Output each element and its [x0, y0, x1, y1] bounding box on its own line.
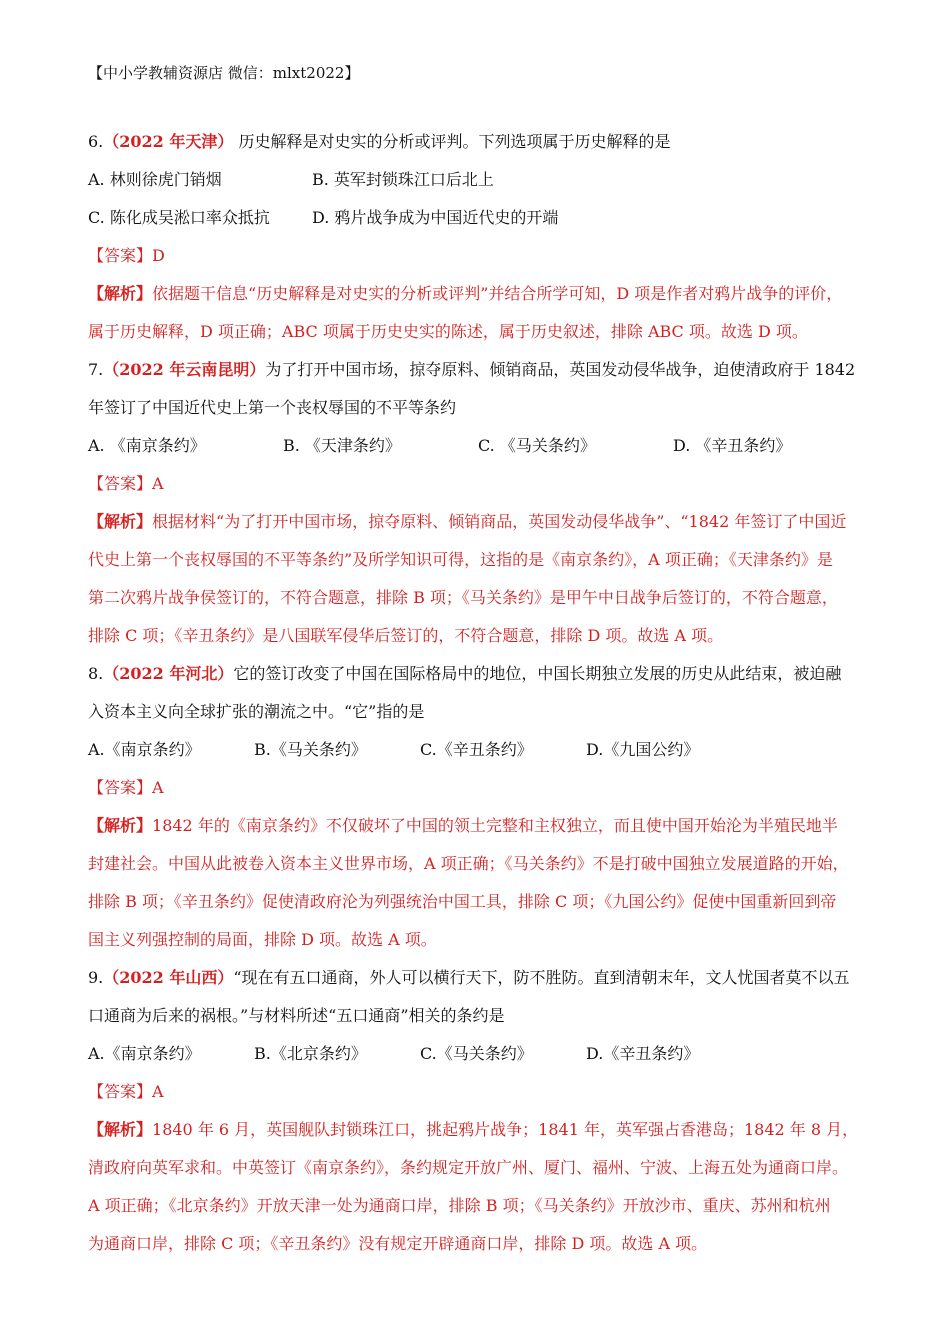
analysis-label: 【解析】 — [88, 1120, 153, 1139]
option-d: D.《九国公约》 — [586, 740, 700, 759]
document-page — [88, 62, 868, 1263]
analysis-label: 【解析】 — [88, 816, 153, 835]
analysis-line: 代史上第一个丧权辱国的不平等条约”及所学知识可得，这指的是《南京条约》，A 项正确；《天津条约》是 — [88, 550, 833, 569]
stem-line: “现在有五口通商，外人可以横行天下，防不胜防。直到清朝末年，文人忧国者莫不以五 — [233, 968, 850, 987]
answer — [88, 237, 868, 275]
question-number: 8. — [88, 664, 104, 683]
question-source: （2022 年云南昆明） — [103, 360, 266, 379]
question-stem — [88, 123, 868, 161]
question-6 — [88, 123, 868, 351]
answer — [88, 769, 868, 807]
option-c: C.《辛丑条约》 — [420, 740, 533, 759]
question-stem — [88, 351, 868, 427]
option-c: C. 陈化成吴淞口率众抵抗 — [88, 208, 270, 227]
options-row — [88, 199, 868, 237]
option-d: D. 《辛丑条约》 — [673, 436, 792, 455]
analysis — [88, 1111, 868, 1263]
analysis-label: 【解析】 — [88, 512, 153, 531]
analysis-line: 第二次鸦片战争侯签订的，不符合题意，排除 B 项；《马关条约》是甲午中日战争后签订的，不符合题意， — [88, 588, 838, 607]
analysis — [88, 807, 868, 959]
analysis-line: 排除 B 项；《辛丑条约》促使清政府沦为列强统治中国工具，排除 C 项；《九国公约》促使中国重新回到帝 — [88, 892, 837, 911]
option-a: A.《南京条约》 — [88, 1044, 201, 1063]
option-a: A. 《南京条约》 — [88, 436, 206, 455]
analysis-line: 排除 C 项；《辛丑条约》是八国联军侵华后签订的，不符合题意，排除 D 项。故选 A 项。 — [88, 626, 724, 645]
option-a: A.《南京条约》 — [88, 740, 201, 759]
question-number: 6. — [88, 132, 104, 151]
stem-line: 年签订了中国近代史上第一个丧权辱国的不平等条约 — [88, 398, 457, 417]
question-number: 9. — [88, 968, 104, 987]
option-c: C. 《马关条约》 — [478, 436, 596, 455]
question-9 — [88, 959, 868, 1263]
question-source: （2022 年天津） — [103, 132, 234, 151]
analysis-label: 【解析】 — [88, 284, 153, 303]
option-b: B. 英军封锁珠江口后北上 — [312, 170, 494, 189]
option-b: B. 《天津条约》 — [283, 436, 401, 455]
question-number: 7. — [88, 360, 104, 379]
answer-value: A — [152, 778, 164, 797]
options-row — [88, 1035, 868, 1073]
stem-line: 它的签订改变了中国在国际格局中的地位，中国长期独立发展的历史从此结束，被迫融 — [233, 664, 842, 683]
option-a: A. 林则徐虎门销烟 — [88, 170, 222, 189]
stem-line: 入资本主义向全球扩张的潮流之中。“它”指的是 — [88, 702, 425, 721]
answer-value: A — [152, 1082, 164, 1101]
question-stem — [88, 959, 868, 1035]
answer — [88, 1073, 868, 1111]
options-row — [88, 161, 868, 199]
answer-value: D — [152, 246, 165, 265]
stem-line: 为了打开中国市场，掠夺原料、倾销商品，英国发动侵华战争，迫使清政府于 1842 — [265, 360, 856, 379]
option-c: C.《马关条约》 — [420, 1044, 533, 1063]
question-source: （2022 年山西） — [103, 968, 234, 987]
answer-label: 【答案】 — [88, 474, 153, 493]
analysis-line: 为通商口岸，排除 C 项；《辛丑条约》没有规定开辟通商口岸，排除 D 项。故选 A 项。 — [88, 1234, 708, 1253]
analysis-line: 清政府向英军求和。中英签订《南京条约》，条约规定开放广州、厦门、福州、宁波、上海五处为通商口岸。 — [88, 1158, 849, 1177]
answer — [88, 465, 868, 503]
analysis — [88, 275, 868, 351]
analysis-line: 属于历史解释，D 项正确；ABC 项属于历史史实的陈述，属于历史叙述，排除 ABC 项。故选 D 项。 — [88, 322, 808, 341]
options-row — [88, 427, 868, 465]
analysis-line: 1840 年 6 月，英国舰队封锁珠江口，挑起鸦片战争；1841 年，英军强占香港岛；1842 年 8 月， — [152, 1120, 859, 1139]
analysis-line: A 项正确；《北京条约》开放天津一处为通商口岸，排除 B 项；《马关条约》开放沙市、重庆、苏州和杭州 — [88, 1196, 831, 1215]
option-d: D.《辛丑条约》 — [586, 1044, 700, 1063]
answer-value: A — [152, 474, 164, 493]
question-stem — [88, 655, 868, 731]
option-b: B.《北京条约》 — [254, 1044, 367, 1063]
analysis-line: 封建社会。中国从此被卷入资本主义世界市场，A 项正确；《马关条约》不是打破中国独立发展道路的开始， — [88, 854, 849, 873]
stem-line: 历史解释是对史实的分析或评判。下列选项属于历史解释的是 — [233, 132, 671, 151]
analysis-line: 国主义列强控制的局面，排除 D 项。故选 A 项。 — [88, 930, 437, 949]
analysis-line: 依据题干信息“历史解释是对史实的分析或评判”并结合所学可知，D 项是作者对鸦片战争的评价， — [152, 284, 843, 303]
header-note: 【中小学教辅资源店 微信：mlxt2022】 — [88, 64, 360, 82]
question-8 — [88, 655, 868, 959]
stem-line: 口通商为后来的祸根。”与材料所述“五口通商”相关的条约是 — [88, 1006, 505, 1025]
options-row — [88, 731, 868, 769]
option-d: D. 鸦片战争成为中国近代史的开端 — [312, 208, 559, 227]
answer-label: 【答案】 — [88, 778, 153, 797]
analysis-line: 1842 年的《南京条约》不仅破坏了中国的领土完整和主权独立，而且使中国开始沦为半殖民地半 — [152, 816, 838, 835]
option-b: B.《马关条约》 — [254, 740, 367, 759]
answer-label: 【答案】 — [88, 1082, 153, 1101]
answer-label: 【答案】 — [88, 246, 153, 265]
question-source: （2022 年河北） — [103, 664, 234, 683]
question-7 — [88, 351, 868, 655]
analysis-line: 根据材料“为了打开中国市场，掠夺原料、倾销商品，英国发动侵华战争”、“1842 年签订了中国近 — [152, 512, 847, 531]
analysis — [88, 503, 868, 655]
